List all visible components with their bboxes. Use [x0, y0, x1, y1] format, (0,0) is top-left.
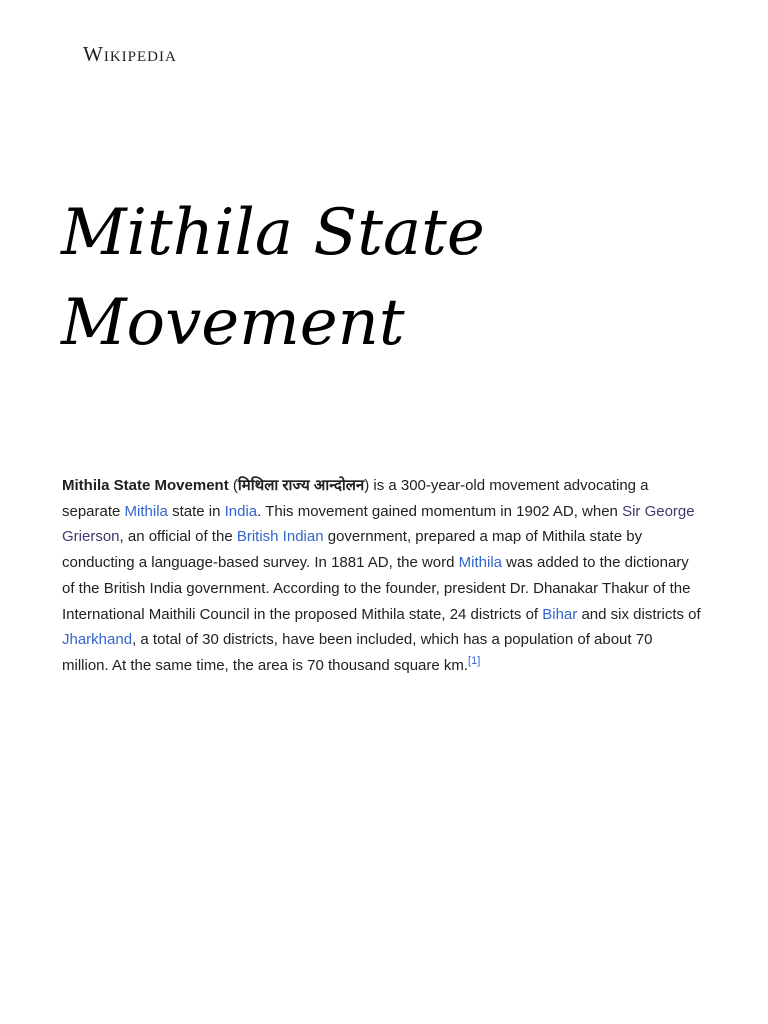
lead-text: (	[228, 477, 238, 494]
link-india[interactable]: India	[224, 502, 258, 520]
page-title: Mithila State Movement	[61, 196, 485, 360]
lead-text: , an official of the	[119, 528, 237, 546]
lead-text: was added to the dictionary of the British India government. According to the founder, president Dr. Dhanakar Thakur of the International Maithili Council in the proposed Mithila state, 24 districts of	[62, 554, 691, 623]
link-jharkhand[interactable]: Jharkhand	[62, 631, 133, 649]
wikipedia-logo[interactable]: Wikipedia	[83, 42, 177, 66]
link-british-indian[interactable]: British Indian	[236, 528, 324, 546]
lead-text: government, prepared a map of Mithila state by conducting a language-based survey. In 1881 AD, the word	[62, 528, 643, 572]
link-mithila-2[interactable]: Mithila	[458, 554, 503, 572]
lead-text: ) is a 300-year-old movement advocating a separate	[62, 477, 649, 520]
link-mithila[interactable]: Mithila	[124, 502, 168, 520]
native-name: मिथिला राज्य आन्दोलन	[237, 477, 365, 494]
article-subject-bold: Mithila State Movement	[62, 477, 229, 494]
link-bihar[interactable]: Bihar	[542, 605, 578, 623]
reference-superscript	[468, 655, 480, 667]
lead-text: , a total of 30 districts, have been included, which has a population of about 70 million. At the same time, the area is 70 thousand square km.	[62, 631, 653, 674]
reference-link-1[interactable]: [1]	[468, 654, 481, 667]
lead-text: state in	[167, 502, 225, 520]
link-sir-george-grierson[interactable]: Sir George Grierson	[62, 502, 695, 546]
lead-paragraph	[62, 473, 702, 679]
lead-text: . This movement gained momentum in 1902 AD, when	[257, 502, 623, 520]
lead-text: and six districts of	[577, 605, 701, 623]
